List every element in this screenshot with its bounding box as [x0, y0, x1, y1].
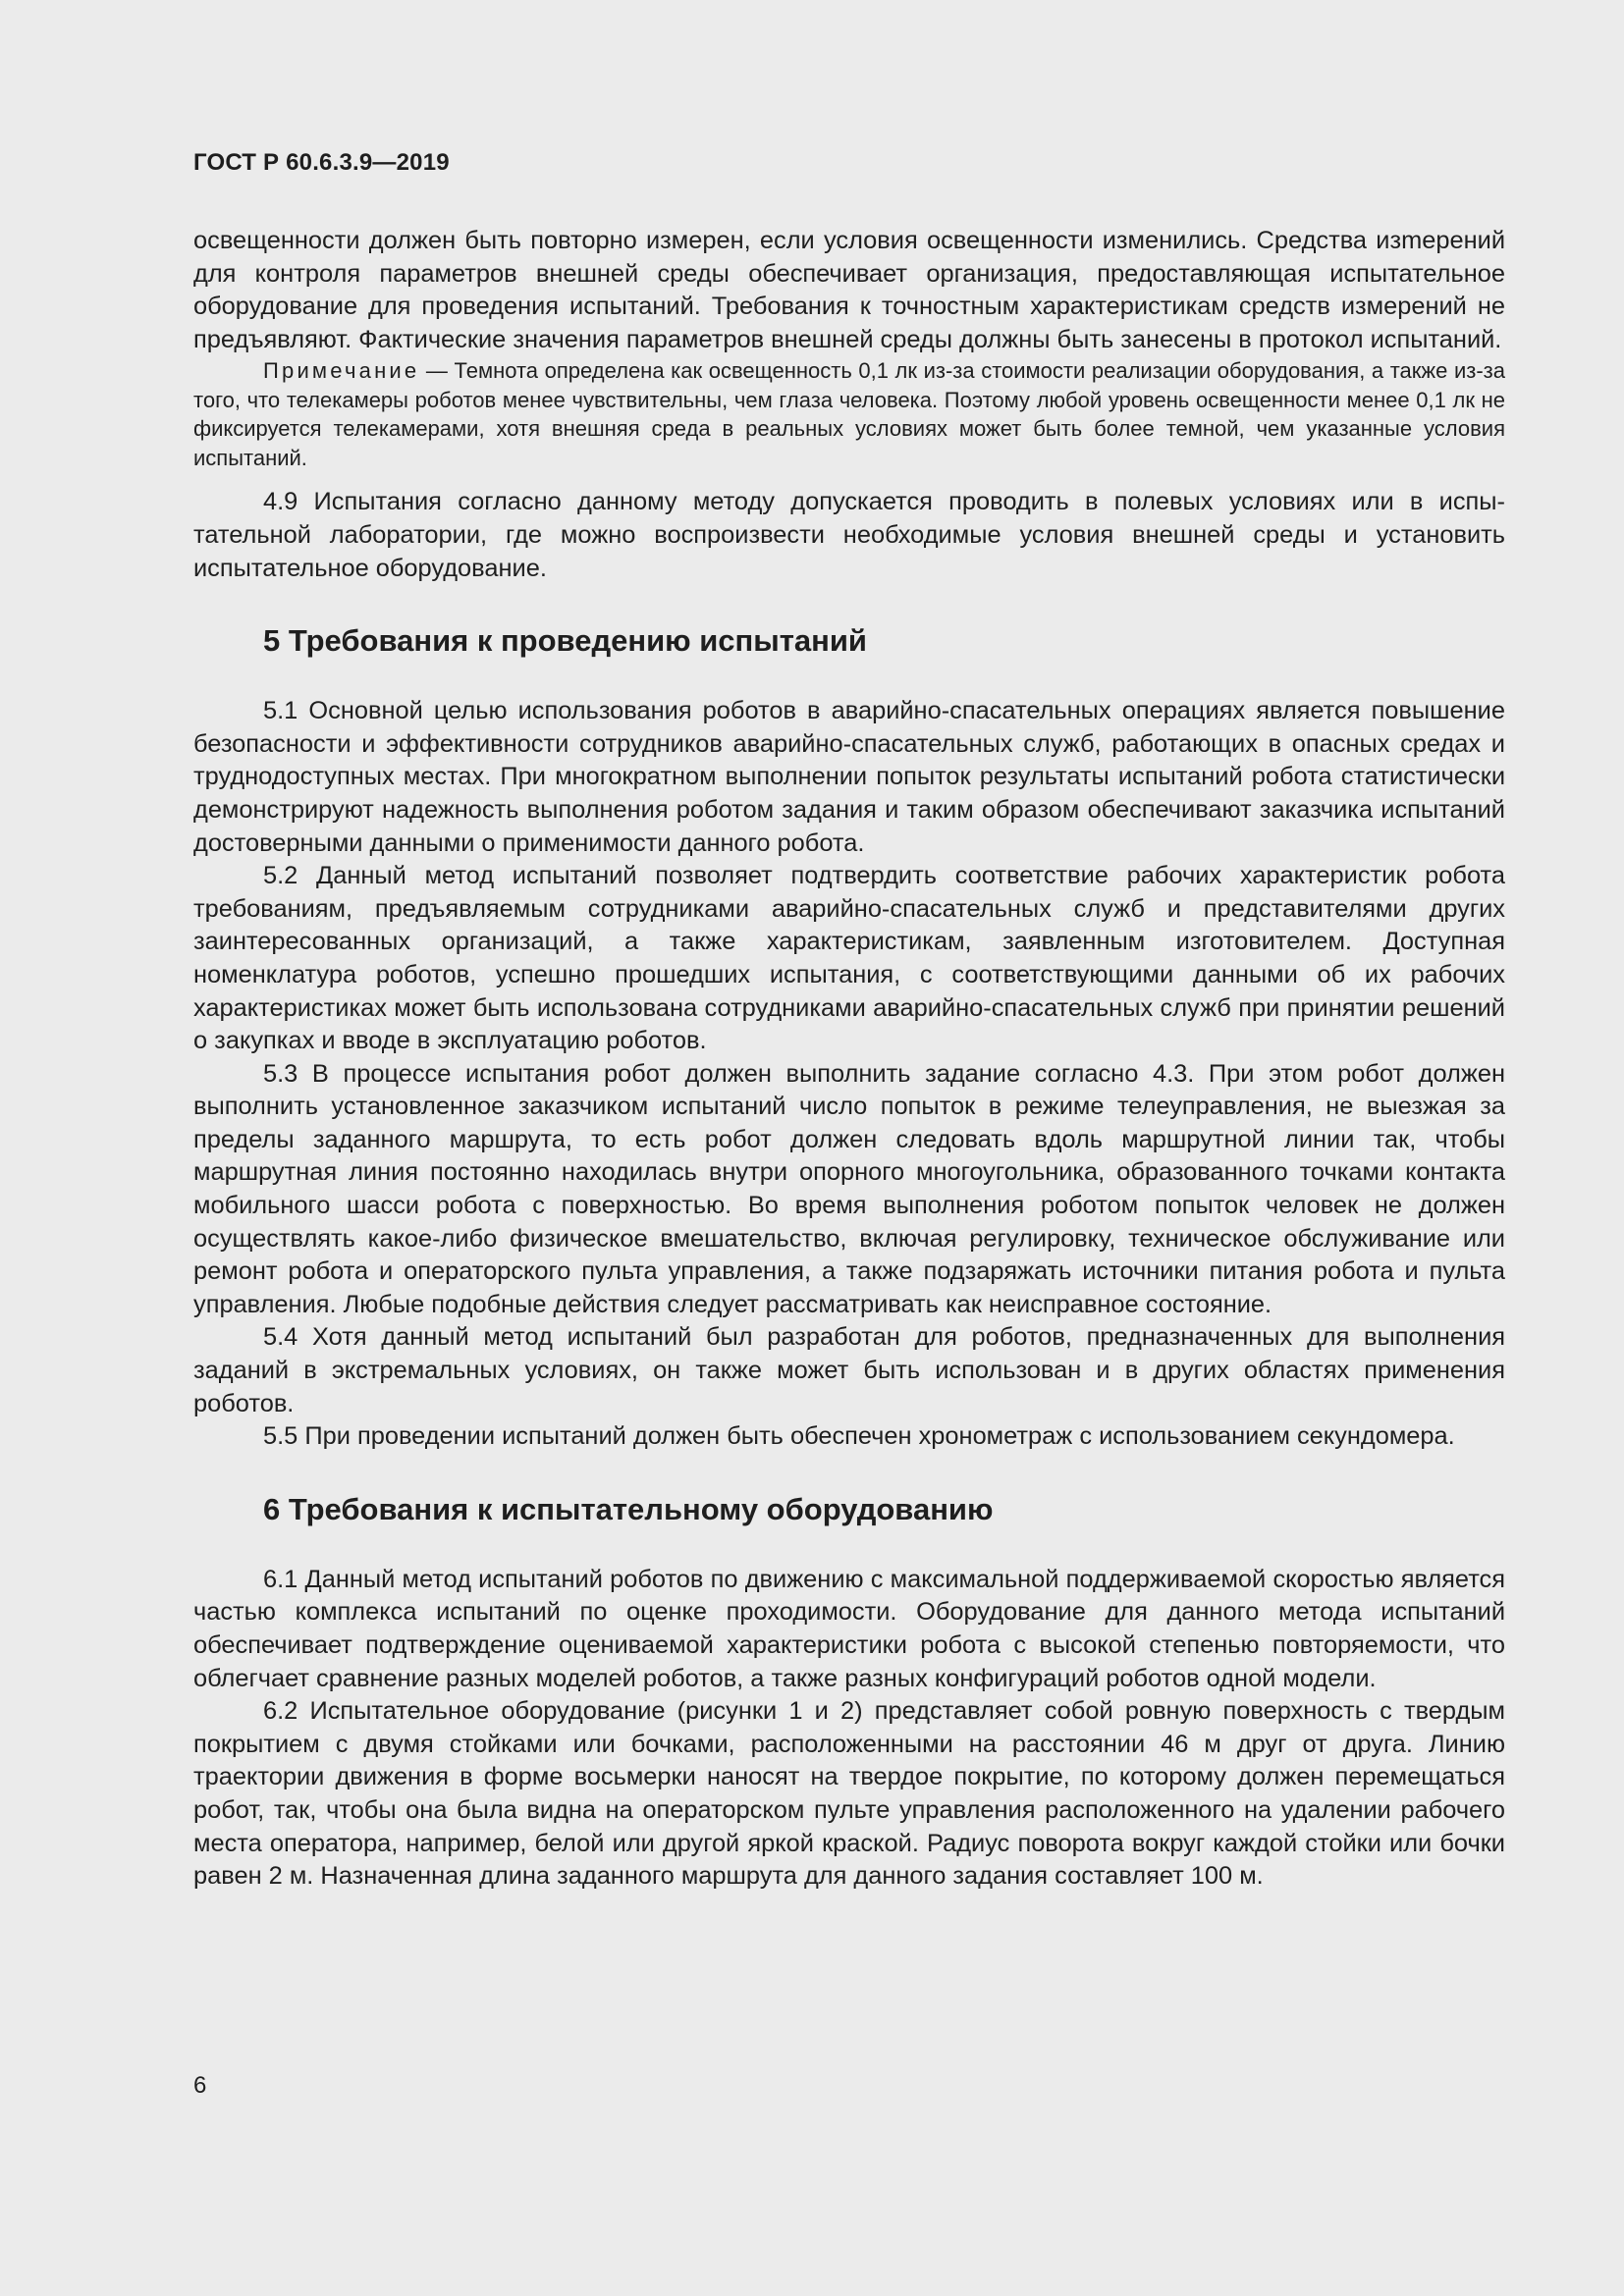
- paragraph-5-1: 5.1 Основной целью использования роботов в аварийно-спасательных операциях является повышение безопасности и эффективности сотрудников аварийно-спасательных служб, работающих в опасных средах и труднодоступных местах. При многократном выполнении попыток результаты испытаний робота статистически демонстрируют надежность выполнения роботом задания и таким образом обеспечивают заказчика испытаний достоверными данными о применимости данного робота.: [193, 697, 1505, 857]
- paragraph-intro: освещенности должен быть повторно измерен, если условия освещенности изменились. Средства изmерений для контроля параметров внешней среды обеспечивает организация, предоставляющая испытательное оборудование для проведения испытаний. Требования к точностным характеристикам средств измерений не предъявляют. Фактические значения параметров внешней среды должны быть занесены в протокол испытаний.: [193, 227, 1505, 353]
- paragraph-6-1: 6.1 Данный метод испытаний роботов по движению с максимальной поддерживаемой скоростью является частью комплекса испытаний по оценке проходимости. Оборудование для данного метода испытаний обеспечивает подтверждение оцениваемой характеристики робота с высокой степенью повторяемости, что облегчает сравнение разных моделей роботов, а также разных конфигураций роботов одной модели.: [193, 1565, 1505, 1692]
- note-block: [193, 356, 1505, 472]
- note-label: Примечание: [263, 358, 420, 384]
- note-text: — Темнота определена как освещенность 0,1 лк из-за стоимости реализации оборудования, а также из-за того, что телекамеры роботов менее чувствительны, чем глаза человека. Поэтому любой уровень освещенности менее 0,1 лк не фиксируется телекамерами, хотя внешняя среда в реальных условиях может быть более темной, чем указанные условия испытаний.: [193, 358, 1505, 470]
- paragraph-6-2: 6.2 Испытательное оборудование (рисунки 1 и 2) представляет собой ровную поверхность с твердым покрытием с двумя стойками или бочками, расположенными на расстоянии 46 м друг от друга. Линию траектории движения в форме восьмерки наносят на твердое покрытие, по которому должен перемещаться робот, так, чтобы она была видна на операторском пульте управления расположенного на удалении рабочего места оператора, например, белой или другой яркой краской. Радиус поворота вокруг каждой стойки или бочки равен 2 м. Назначенная длина заданного маршрута для данного задания составляет 100 м.: [193, 1697, 1505, 1891]
- paragraph-4-9: 4.9 Испытания согласно данному методу допускается проводить в полевых условиях или в испытательной лаборатории, где можно воспроизвести необходимые условия внешней среды и установить испытательное оборудование.: [193, 488, 1505, 582]
- section-6-title: 6 Требования к испытательному оборудованию: [263, 1491, 994, 1526]
- document-body: [193, 225, 1505, 1894]
- document-code-header: ГОСТ Р 60.6.3.9—2019: [193, 149, 450, 176]
- paragraph-5-3: 5.3 В процессе испытания робот должен выполнить задание согласно 4.3. При этом робот должен выполнить установленное заказчиком испытаний число попыток в режиме телеуправления, не выезжая за пределы заданного маршрута, то есть робот должен следовать вдоль маршрутной линии так, чтобы маршрутная линия постоянно находилась внутри опорного многоугольника, образованного точками контакта мобильного шасси робота с поверхностью. Во время выполнения роботом попыток человек не должен осуществлять какое-либо физическое вмешательство, включая регулировку, техническое обслуживание или ремонт робота и операторского пульта управления, а также подзаряжать источники питания робота и пульта управления. Любые подобные действия следует рассматривать как неисправное состояние.: [193, 1059, 1505, 1318]
- section-5-title: 5 Требования к проведению испытаний: [263, 623, 867, 659]
- paragraph-5-5: 5.5 При проведении испытаний должен быть обеспечен хронометраж с использованием секундомера.: [263, 1422, 1455, 1451]
- page-number: 6: [193, 2072, 207, 2099]
- paragraph-5-2: 5.2 Данный метод испытаний позволяет подтвердить соответствие рабочих характеристик робота требованиям, предъявляемым сотрудниками аварийно-спасательных служб и представителями других заинтересованных организаций, а также характеристикам, заявленным изготовителем. Доступная номенклатура роботов, успешно прошедших испытания, с соответствующими данными об их рабочих характеристиках может быть использована сотрудниками аварийно-спасательных служб при принятии решений о закупках и вводе в эксплуатацию роботов.: [193, 862, 1505, 1055]
- paragraph-5-4: 5.4 Хотя данный метод испытаний был разработан для роботов, предназначенных для выполнения заданий в экстремальных условиях, он также может быть использован и в других областях применения роботов.: [193, 1323, 1505, 1417]
